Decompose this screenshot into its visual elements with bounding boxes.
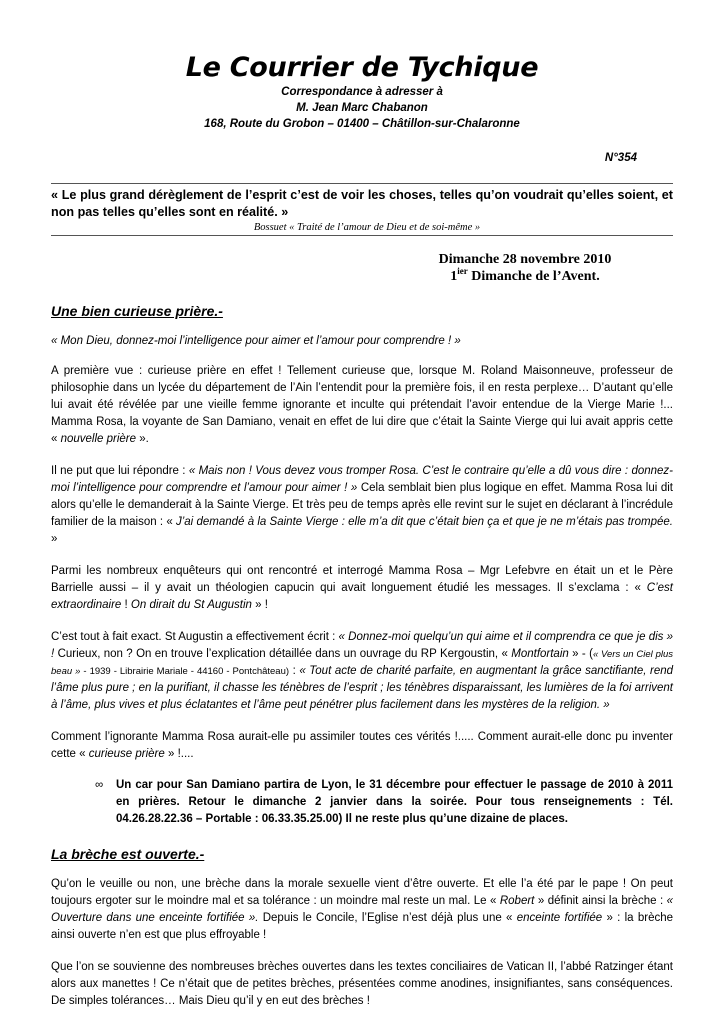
epigraph-text: « Le plus grand dérèglement de l’esprit c’est de voir les choses, telles qu’on voudrait qu’elles soient, et non pas telles qu’elles sont en réalité. » xyxy=(51,188,673,219)
paragraph xyxy=(51,629,673,714)
emphasis: On dirait du St Augustin xyxy=(130,599,252,611)
date-line: Dimanche 28 novembre 2010 xyxy=(438,252,612,267)
liturgical-day-text: Dimanche de l’Avent. xyxy=(467,269,600,284)
text: Curieux, non ? On en trouve l’explication détaillée dans un ouvrage du RP Kergoustin, « xyxy=(54,648,512,660)
text: » : la brèche ainsi ouverte n’en est que plus effroyable ! xyxy=(51,912,674,941)
date-block xyxy=(425,251,625,285)
emphasis: « Tout acte de charité parfaite, en augmentant la grâce sanctifiante, rend l’âme plus pure ; en la purifiant, il chasse les ténèbres de l’esprit ; les ténèbres disparaissant, les lumières de la foi arrivent à l’âme, plus vives et plus éclatantes et l’âme peut pénétrer plus facilement dans les mystères de la religion. » xyxy=(51,665,674,711)
text: Comment l’ignorante Mamma Rosa aurait-elle pu assimiler toutes ces vérités !..... Comment aurait-elle donc pu inventer cette « xyxy=(51,731,673,760)
emphasis: nouvelle prière xyxy=(57,433,137,445)
ordinal-suffix: ier xyxy=(457,266,468,276)
text: Cela semblait bien plus logique en effet. Mamma Rosa lui dit alors qu’elle le demanderait à la Sainte Vierge. Et très peu de temps après elle revint sur le sujet en déclarant à l’incrédule familier de la maison : « xyxy=(51,482,674,528)
emphasis: Montfortain xyxy=(511,648,569,660)
ordinal-number: 1 xyxy=(450,269,458,284)
paragraph: Que l’on se souvienne des nombreuses brèches ouvertes dans les textes conciliaires de Vatican II, l’abbé Ratzinger étant alors aux manettes ! Ce n’était que de petites brèches, présentées comme anodines, insignifiantes, sans conséquences. De simples tolérances… Mais Dieu qu’il y en eut des brèches ! xyxy=(51,961,673,1007)
text: » xyxy=(51,533,58,545)
infinity-bullet-icon: ∞ xyxy=(95,779,104,791)
paragraph xyxy=(51,463,673,548)
address-line: Correspondance à adresser à xyxy=(281,86,443,98)
epigraph-box xyxy=(51,183,673,236)
epigraph-source: Bossuet « Traité de l’amour de Dieu et de soi-même » xyxy=(253,222,481,233)
text: ! xyxy=(121,599,131,611)
prayer-quote: « Mon Dieu, donnez-moi l’intelligence pour aimer et l’amour pour comprendre ! » xyxy=(51,335,461,347)
emphasis: curieuse prière xyxy=(88,748,165,760)
newsletter-title: Le Courrier de Tychique xyxy=(185,52,539,83)
text: » ! xyxy=(251,599,268,611)
paragraph xyxy=(51,876,673,944)
text: ». xyxy=(136,433,149,445)
notice-text: Un car pour San Damiano partira de Lyon, le 31 décembre pour effectuer le passage de 2010 à 2011 en prières. Retour le dimanche 2 janvier dans la soirée. Pour tous renseignements : Tél. 04.26.28.22.36 – Portable : 06.33.35.25.00) Il ne reste plus qu’une dizaine de places. xyxy=(116,779,673,825)
emphasis: enceinte fortifiée xyxy=(516,912,603,924)
emphasis: « Ouverture dans une enceinte fortifiée ». xyxy=(51,895,673,924)
issue-number: N°354 xyxy=(604,152,637,164)
liturgical-day xyxy=(425,268,625,285)
book-reference: - 1939 - Librairie Mariale - 44160 - Pontchâteau) xyxy=(80,666,290,677)
paragraph xyxy=(51,563,673,614)
text: » définit ainsi la brèche : xyxy=(534,895,667,907)
address-line: 168, Route du Grobon – 01400 – Châtillon-sur-Chalaronne xyxy=(204,118,520,130)
text: Qu’on le veuille ou non, une brèche dans la morale sexuelle vient d’être ouverte. Et elle l’a été par le pape ! On peut toujours ergoter sur le moindre mal et sa tolérance : un moindre mal reste un mal. Le « xyxy=(51,878,673,907)
section-heading: Une bien curieuse prière.- xyxy=(51,303,223,319)
emphasis: « Donnez-moi quelqu’un qui aime et il comprendra ce que je dis » ! xyxy=(51,631,673,660)
text: C’est tout à fait exact. St Augustin a effectivement écrit : xyxy=(51,631,339,643)
address-line: M. Jean Marc Chabanon xyxy=(296,102,428,114)
section-heading: La brèche est ouverte.- xyxy=(51,846,205,862)
newsletter-page xyxy=(51,52,673,1010)
pilgrimage-notice xyxy=(51,777,673,828)
text: » - ( xyxy=(568,648,593,660)
masthead xyxy=(51,52,673,132)
text: » !.... xyxy=(164,748,194,760)
book-title: « Vers un Ciel plus beau » xyxy=(51,649,673,677)
paragraph xyxy=(51,363,673,448)
emphasis: « Mais non ! Vous devez vous tromper Rosa. C’est le contraire qu’elle a dû vous dire : donnez-moi l’intelligence pour comprendre et l’amour pour aimer ! » xyxy=(51,465,673,494)
text: A première vue : curieuse prière en effet ! Tellement curieuse que, lorsque M. Roland Maisonneuve, professeur de philosophie dans un lycée du département de l’Ain l’entendit pour la première fois, il en resta perplexe… D’autant qu’elle lui avait été révélée par une vieille femme ignorante et inculte qui prétendait l’avoir entendue de la Vierge Marie !... Mamma Rosa, la voyante de San Damiano, venait en effet de lui dire que c’était la Sainte Vierge qui lui avait appris cette « xyxy=(51,365,673,445)
text: Depuis le Concile, l’Eglise n’est déjà plus une « xyxy=(258,912,517,924)
text: : xyxy=(289,665,300,677)
emphasis: Robert xyxy=(499,895,535,907)
emphasis: J’ai demandé à la Sainte Vierge : elle m’a dit que c’était bien ça et que je ne m’étais pas trompée. xyxy=(175,516,673,528)
emphasis: C’est extraordinaire xyxy=(51,582,673,611)
text: Il ne put que lui répondre : xyxy=(51,465,189,477)
paragraph xyxy=(51,729,673,763)
text: Parmi les nombreux enquêteurs qui ont rencontré et interrogé Mamma Rosa – Mgr Lefebvre en était un et le Père Barrielle aussi – il y avait un théologien capucin qui avait longuement étudié les messages. Il s’exclama : « xyxy=(51,565,673,594)
